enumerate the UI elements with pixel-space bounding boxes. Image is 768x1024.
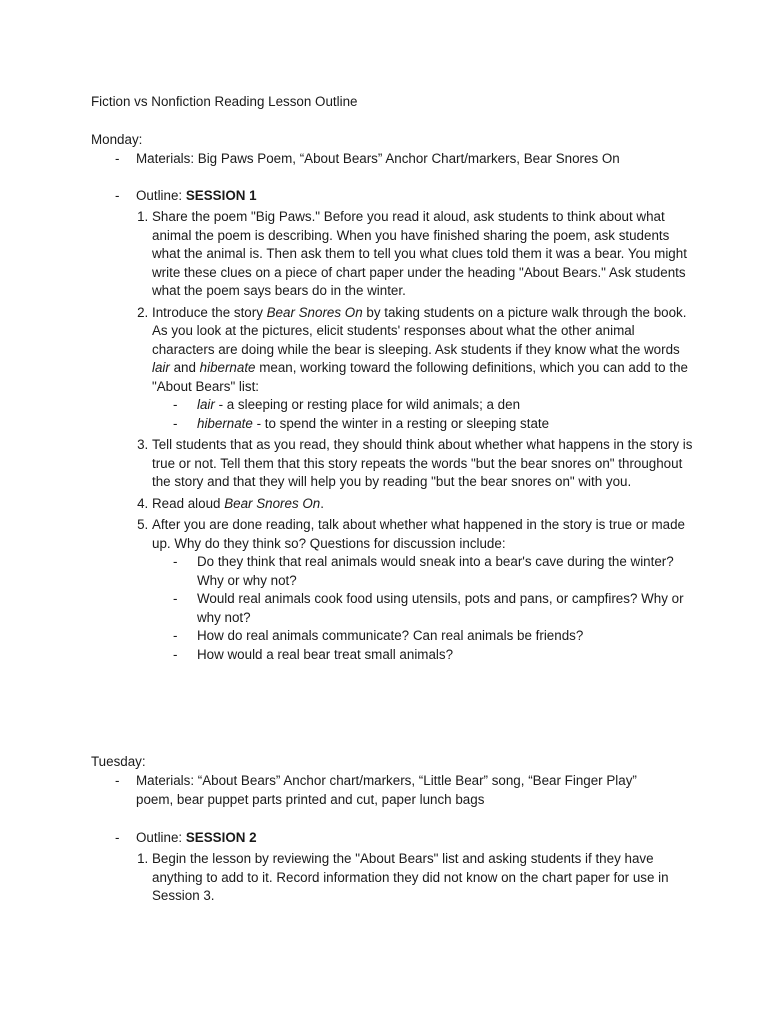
page-title: Fiction vs Nonfiction Reading Lesson Outline xyxy=(91,94,358,109)
monday-steps-list xyxy=(136,208,697,667)
list-item xyxy=(152,495,697,514)
definition-item xyxy=(173,415,697,434)
dash-bullet: - xyxy=(115,773,120,788)
question-item: - Do they think that real animals would sneak into a bear's cave during the winter? Why or why not? xyxy=(173,553,697,590)
list-item xyxy=(152,516,697,664)
outline-label: Outline: xyxy=(136,830,186,845)
list-item xyxy=(152,208,697,301)
step-2-text-c: by taking students on a picture walk through the book. As you look at the pictures, elicit students' responses about what the other animal characters are doing while the bear is sleeping. Ask students if they know what the words xyxy=(152,304,687,357)
step-3-text: Tell students that as you read, they should think about whether what happens in the story is true or not. Tell them that this story repeats the words "but the bear snores on" throughout the story and that they will help you by reading "but the bear snores on" with you. xyxy=(152,437,693,489)
step-2-text-g: mean, working toward the following definitions, which you can add to the "About Bears" list: xyxy=(152,360,688,394)
dash-bullet: - xyxy=(115,151,120,166)
tuesday-materials-text: Materials: “About Bears” Anchor chart/markers, “Little Bear” song, “Bear Finger Play” poem, bear puppet parts printed and cut, paper lunch bags xyxy=(136,773,637,807)
question-item: - How do real animals communicate? Can real animals be friends? xyxy=(173,627,697,646)
dash-bullet: - xyxy=(115,830,120,845)
discussion-questions xyxy=(152,553,697,664)
dash-bullet: - xyxy=(115,188,120,203)
question-item: - Would real animals cook food using utensils, pots and pans, or campfires? Why or why not? xyxy=(173,590,697,627)
step-2-text-a: Introduce the story xyxy=(152,304,267,320)
definition-text: - to spend the winter in a resting or sleeping state xyxy=(252,415,550,431)
term-hibernate: hibernate xyxy=(199,360,256,375)
monday-heading: Monday: xyxy=(91,132,143,147)
monday-materials-text: Materials: Big Paws Poem, “About Bears” Anchor Chart/markers, Bear Snores On xyxy=(136,151,620,166)
monday-outline-label-wrap xyxy=(136,187,676,206)
tuesday-steps-list xyxy=(136,850,697,909)
outline-label: Outline: xyxy=(136,188,186,203)
step-1-text: Share the poem "Big Paws." Before you read it aloud, ask students to think about what animal the poem is describing. When you have finished sharing the poem, ask students what the animal is. Then ask them to tell you what clues told them it was a bear. You might write these clues on a piece of chart paper under the heading "About Bears." Ask students what the poem says bears do in the winter. xyxy=(152,209,687,298)
step-4-text-a: Read aloud xyxy=(152,495,225,511)
definition-item xyxy=(173,396,697,415)
step-2-text-e: and xyxy=(169,360,200,375)
session-1-heading: SESSION 1 xyxy=(185,188,257,203)
step-5-text: After you are done reading, talk about whether what happened in the story is true or made up. Why do they think so? Questions for discussion include: xyxy=(152,517,685,551)
tuesday-heading: Tuesday: xyxy=(91,754,146,769)
term-lair: lair xyxy=(152,360,170,375)
definition-text: - a sleeping or resting place for wild animals; a den xyxy=(214,397,521,412)
step-4-text-c: . xyxy=(320,495,324,511)
book-title: Bear Snores On xyxy=(266,304,363,320)
step-1-text: Begin the lesson by reviewing the "About Bears" list and asking students if they have anything to add to it. Record information they did not know on the chart paper for use in Session 3. xyxy=(152,851,669,903)
list-item xyxy=(152,304,697,434)
question-item: - How would a real bear treat small animals? xyxy=(173,646,697,665)
book-title: Bear Snores On xyxy=(224,495,321,511)
definitions-list xyxy=(152,396,697,433)
session-2-heading: SESSION 2 xyxy=(185,830,257,845)
tuesday-outline-label-wrap xyxy=(136,829,676,848)
definition-term: hibernate xyxy=(197,415,253,431)
list-item xyxy=(152,436,697,492)
definition-term: lair xyxy=(197,397,215,412)
list-item xyxy=(152,850,697,906)
